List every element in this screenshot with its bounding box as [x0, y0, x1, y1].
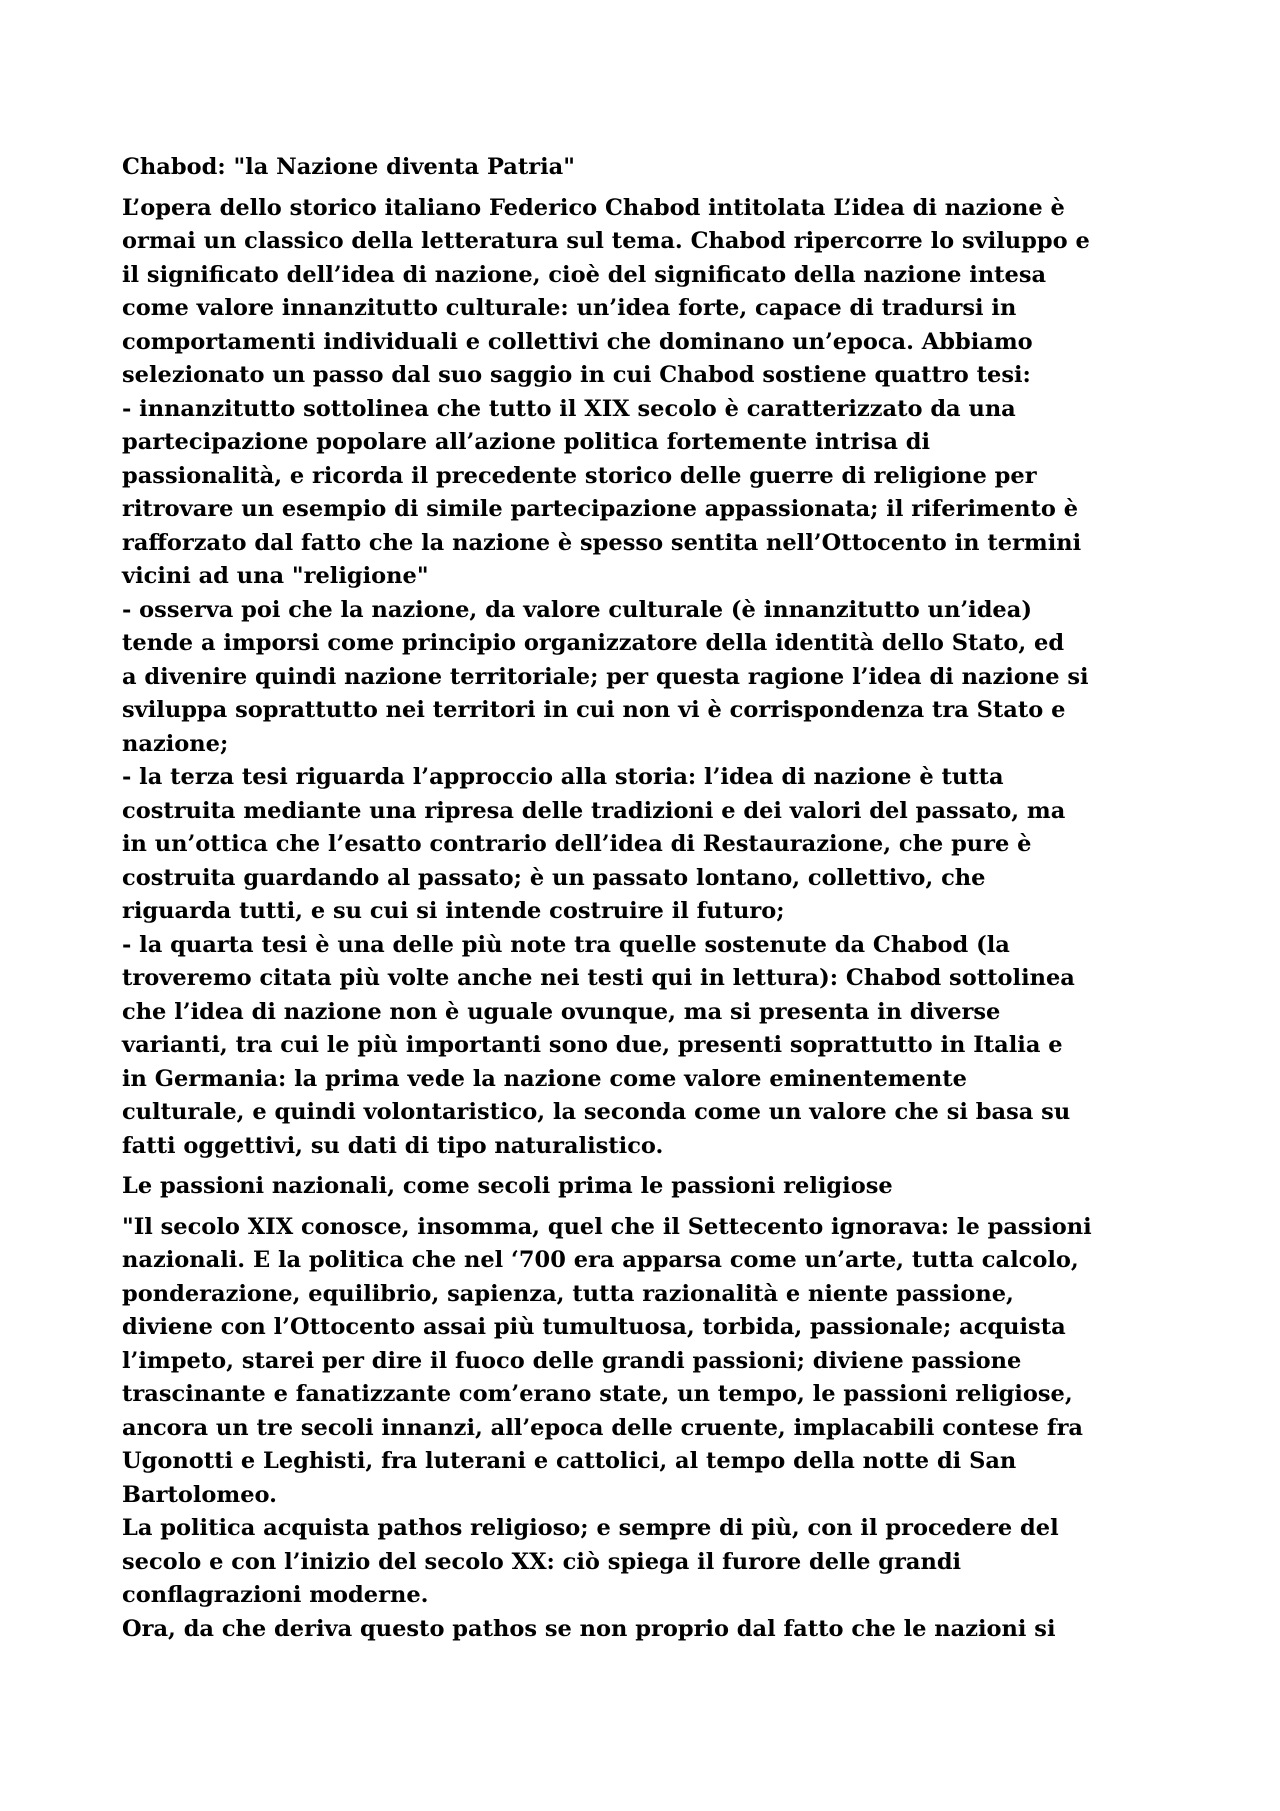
text-line: a divenire quindi nazione territoriale; per questa ragione l’idea di nazione si: [122, 663, 1089, 690]
text-line: secolo e con l’inizio del secolo XX: ciò spiega il furore delle grandi: [122, 1548, 962, 1575]
text-line: riguarda tutti, e su cui si intende costruire il futuro;: [122, 898, 785, 924]
text-line: come valore innanzitutto culturale: un’idea forte, capace di tradursi in: [122, 295, 1017, 321]
text-line: costruita mediante una ripresa delle tradizioni e dei valori del passato, ma: [122, 797, 1066, 824]
spacer: [122, 1204, 1182, 1211]
text-line: conflagrazioni moderne.: [122, 1582, 429, 1608]
document-title: Chabod: "la Nazione diventa Patria": [122, 154, 575, 180]
text-line: costruita guardando al passato; è un passato lontano, collettivo, che: [122, 864, 986, 891]
text-line: ancora un tre secoli innanzi, all’epoca delle cruente, implacabili contese fra: [122, 1414, 1083, 1441]
text-line: rafforzato dal fatto che la nazione è spesso sentita nell’Ottocento in termini: [122, 529, 1082, 556]
text-line: passionalità, e ricorda il precedente storico delle guerre di religione per: [122, 462, 1037, 489]
text-line: Ora, da che deriva questo pathos se non proprio dal fatto che le nazioni si: [122, 1615, 1056, 1642]
text-line: nazionali. E la politica che nel ‘700 era apparsa come un’arte, tutta calcolo,: [122, 1247, 1079, 1273]
text-line: ponderazione, equilibrio, sapienza, tutta razionalità e niente passione,: [122, 1280, 1014, 1307]
text-line: ritrovare un esempio di simile partecipazione appassionata; il riferimento è: [122, 496, 1079, 522]
text-line: - osserva poi che la nazione, da valore culturale (è innanzitutto un’idea): [122, 596, 1032, 623]
spacer: [122, 1163, 1182, 1170]
text-line: nazione;: [122, 730, 229, 757]
text-line: trascinante e fanatizzante com’erano state, un tempo, le passioni religiose,: [122, 1381, 1073, 1407]
text-line: che l’idea di nazione non è uguale ovunque, ma si presenta in diverse: [122, 998, 1001, 1025]
text-line: fatti oggettivi, su dati di tipo naturalistico.: [122, 1132, 664, 1159]
text-line: in Germania: la prima vede la nazione come valore eminentemente: [122, 1065, 967, 1092]
text-line: L’opera dello storico italiano Federico Chabod intitolata L’idea di nazione è: [122, 194, 1065, 221]
text-line: sviluppa soprattutto nei territori in cui non vi è corrispondenza tra Stato e: [122, 697, 1066, 723]
section-heading: Le passioni nazionali, come secoli prima le passioni religiose: [122, 1173, 893, 1199]
text-line: - la quarta tesi è una delle più note tra quelle sostenute da Chabod (la: [122, 931, 1010, 958]
quote-paragraph: [122, 1211, 1182, 1647]
text-line: La politica acquista pathos religioso; e sempre di più, con il procedere del: [122, 1515, 1059, 1541]
document-page: [122, 151, 1182, 1646]
text-line: culturale, e quindi volontaristico, la seconda come un valore che si basa su: [122, 1099, 1071, 1125]
text-line: selezionato un passo dal suo saggio in cui Chabod sostiene quattro tesi:: [122, 362, 1031, 388]
text-line: Bartolomeo.: [122, 1481, 277, 1508]
text-line: comportamenti individuali e collettivi che dominano un’epoca. Abbiamo: [122, 328, 1033, 355]
intro-paragraph: [122, 192, 1182, 1164]
text-line: "Il secolo XIX conosce, insomma, quel che il Settecento ignorava: le passioni: [122, 1213, 1092, 1240]
text-line: ormai un classico della letteratura sul tema. Chabod ripercorre lo sviluppo e: [122, 228, 1090, 254]
spacer: [122, 185, 1182, 192]
text-line: - innanzitutto sottolinea che tutto il XIX secolo è caratterizzato da una: [122, 395, 1016, 422]
text-line: varianti, tra cui le più importanti sono due, presenti soprattutto in Italia e: [122, 1032, 1063, 1058]
text-line: il significato dell’idea di nazione, cioè del significato della nazione intesa: [122, 261, 1047, 288]
text-line: Ugonotti e Leghisti, fra luterani e cattolici, al tempo della notte di San: [122, 1448, 1017, 1474]
text-line: partecipazione popolare all’azione politica fortemente intrisa di: [122, 429, 931, 455]
text-line: - la terza tesi riguarda l’approccio alla storia: l’idea di nazione è tutta: [122, 764, 1004, 790]
text-line: in un’ottica che l’esatto contrario dell’idea di Restaurazione, che pure è: [122, 831, 1032, 857]
text-line: vicini ad una "religione": [122, 563, 429, 589]
text-line: diviene con l’Ottocento assai più tumultuosa, torbida, passionale; acquista: [122, 1314, 1066, 1340]
text-line: tende a imporsi come principio organizzatore della identità dello Stato, ed: [122, 630, 1065, 656]
text-line: troveremo citata più volte anche nei testi qui in lettura): Chabod sottolinea: [122, 965, 1075, 991]
text-line: l’impeto, starei per dire il fuoco delle grandi passioni; diviene passione: [122, 1347, 1022, 1374]
